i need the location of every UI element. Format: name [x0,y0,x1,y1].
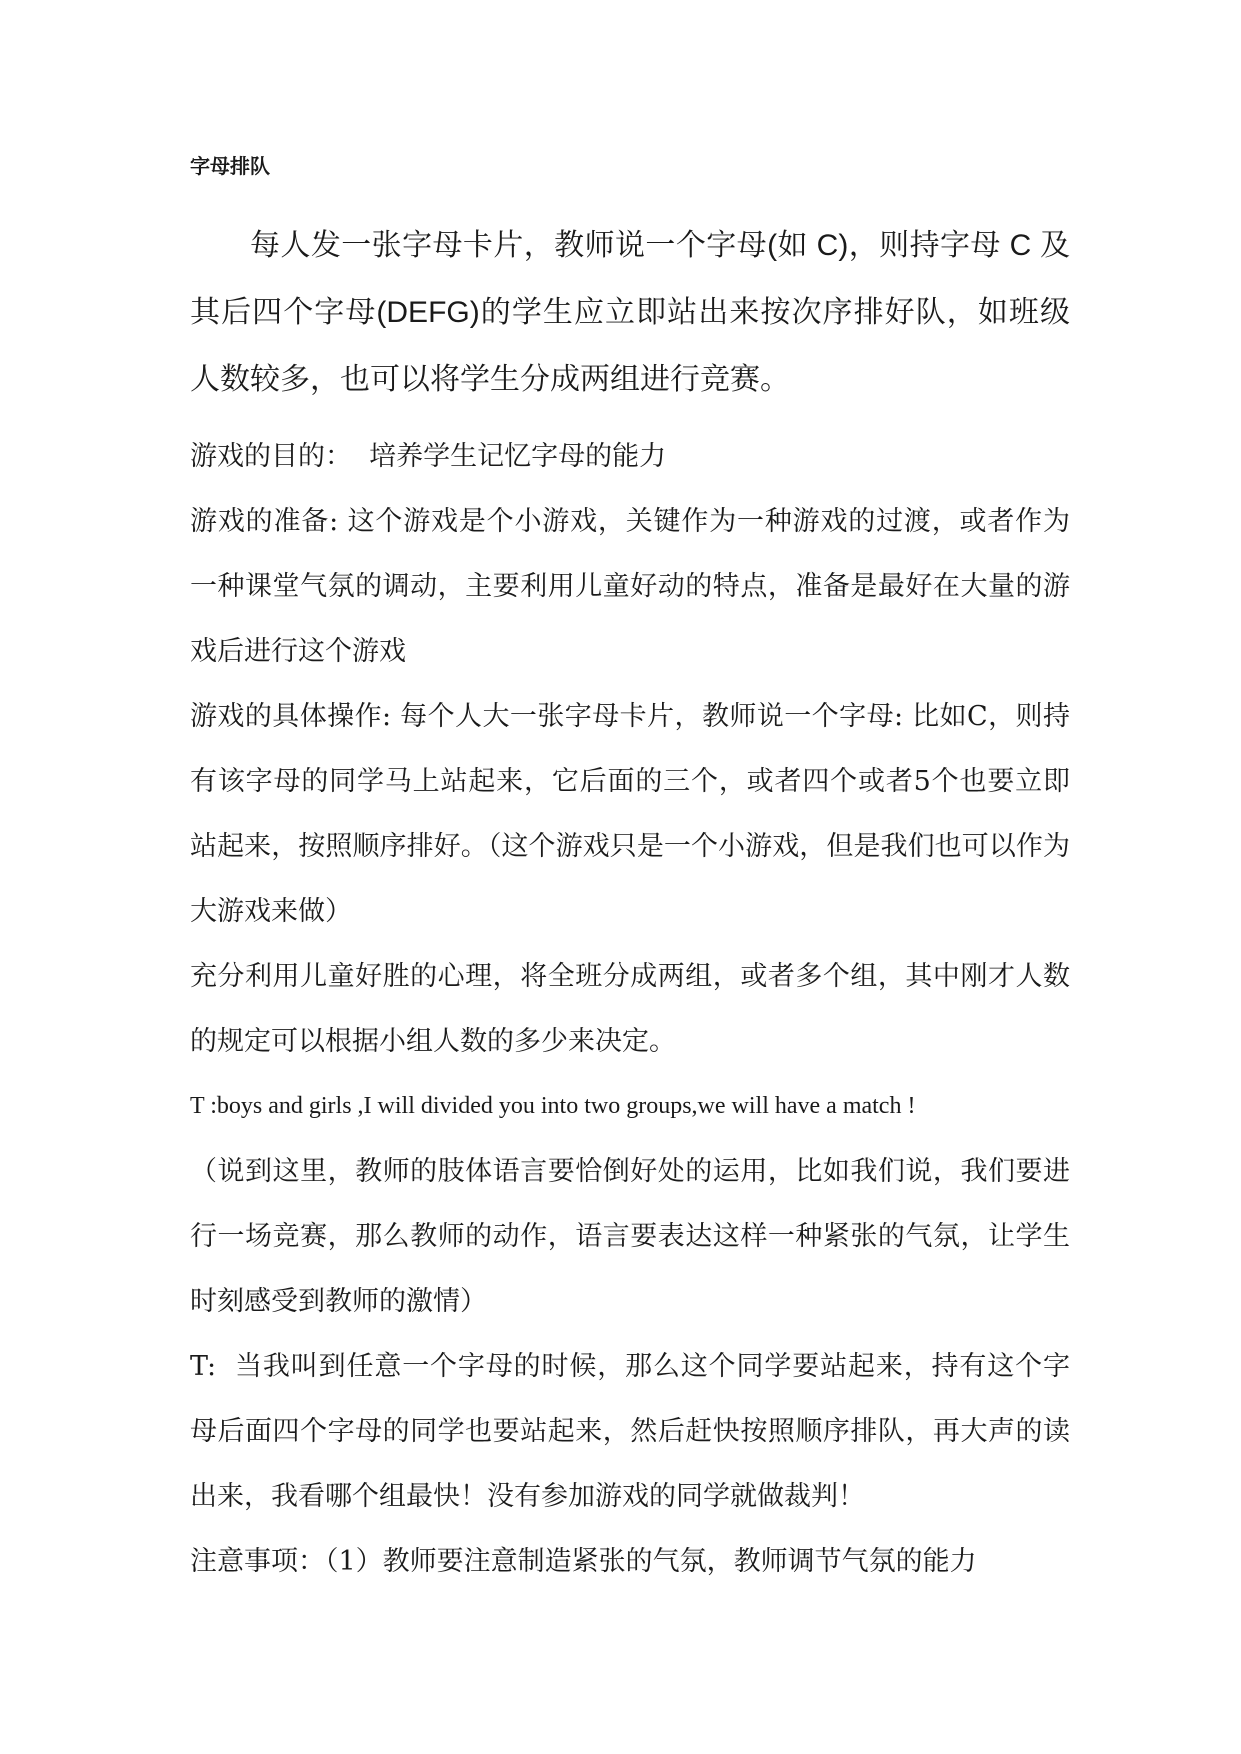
paragraph-body-language-note: （说到这里，教师的肢体语言要恰倒好处的运用，比如我们说，我们要进行一场竞赛，那么教师的动作，语言要表达这样一种紧张的气氛，让学生时刻感受到教师的激情） [190,1156,1070,1317]
paragraph-notes: 注意事项：（1）教师要注意制造紧张的气氛，教师调节气氛的能力 [190,1546,977,1577]
intro-paragraph: 每人发一张字母卡片，教师说一个字母(如 C)，则持字母 C 及其后四个字母(DEFG)的学生应立即站出来按次序排好队，如班级人数较多，也可以将学生分成两组进行竞赛。 [190,229,1070,396]
paragraph-preparation: 游戏的准备: 这个游戏是个小游戏，关键作为一种游戏的过渡，或者作为一种课堂气氛的调动，主要利用儿童好动的特点，准备是最好在大量的游戏后进行这个游戏 [190,506,1070,667]
paragraph-teacher-instruction: T: 当我叫到任意一个字母的时候，那么这个同学要站起来，持有这个字母后面四个字母的同学也要站起来，然后赶快按照顺序排队，再大声的读出来，我看哪个组最快！没有参加游戏的同学就做裁判！ [190,1351,1070,1512]
body-section [190,424,1070,1594]
paragraph-competition: 充分利用儿童好胜的心理，将全班分成两组，或者多个组，其中刚才人数的规定可以根据小组人数的多少来决定。 [190,961,1070,1057]
document-title: 字母排队 [190,154,270,178]
paragraph-teacher-english: T :boys and girls ,I will divided you into two groups,we will have a match ! [190,1093,916,1119]
intro-section [190,212,1070,413]
paragraph-operation: 游戏的具体操作: 每个人大一张字母卡片，教师说一个字母: 比如C，则持有该字母的同学马上站起来，它后面的三个，或者四个或者5个也要立即站起来，按照顺序排好。（这个游戏只是一个小游戏，但是我们也可以作为大游戏来做） [190,701,1070,927]
paragraph-goal: 游戏的目的： 培养学生记忆字母的能力 [190,441,667,472]
